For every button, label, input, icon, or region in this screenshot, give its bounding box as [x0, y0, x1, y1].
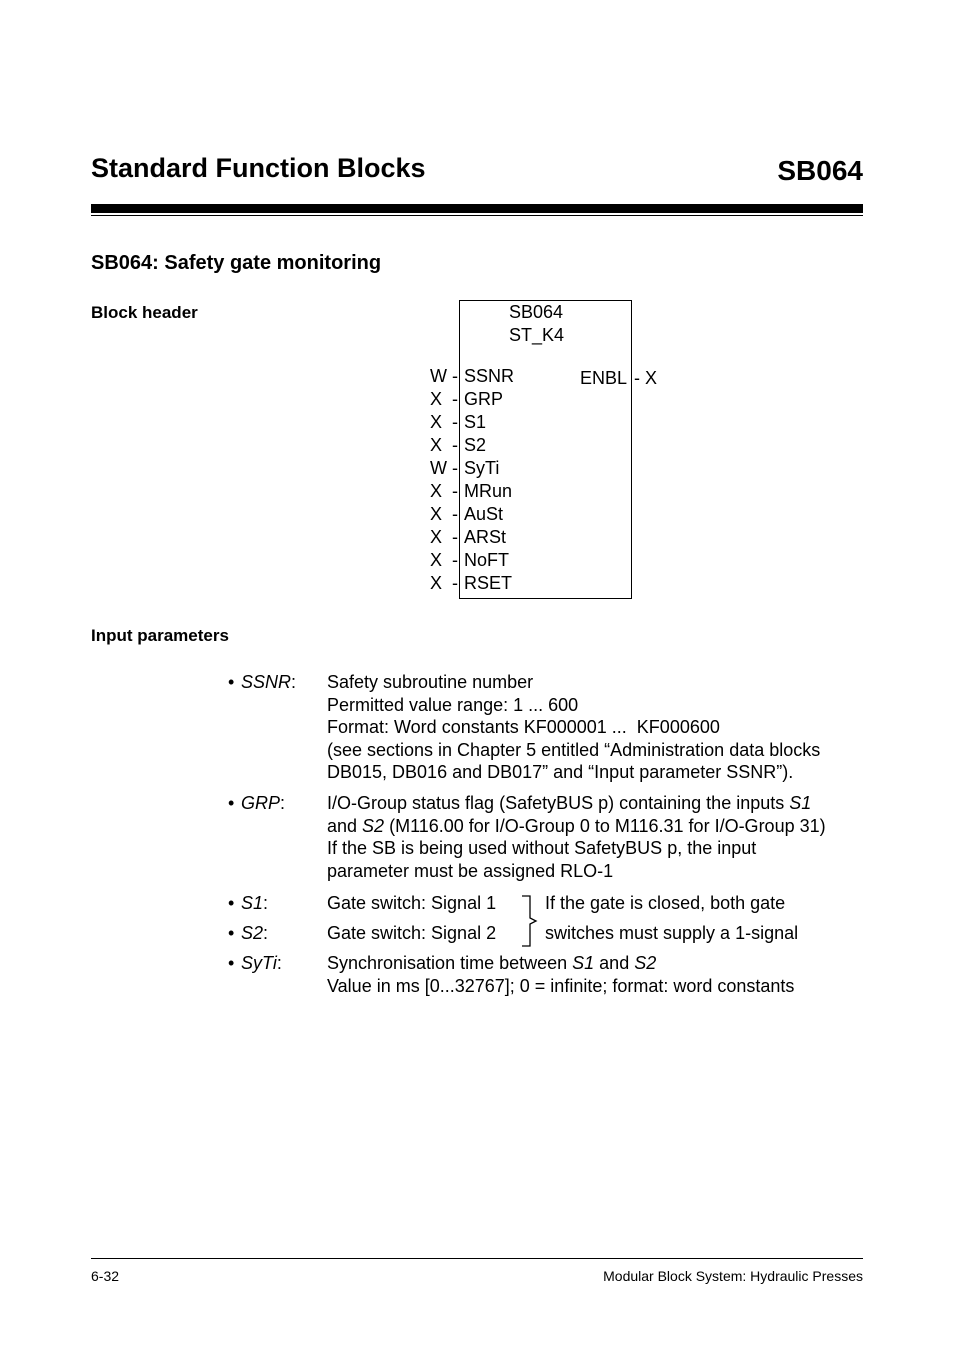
pin-name: S1 — [464, 412, 487, 432]
pin-type: X - — [430, 389, 459, 409]
pin-name: GRP — [464, 389, 504, 409]
param-ssnr-name: SSNR: — [241, 672, 297, 692]
page-title: Standard Function Blocks — [91, 153, 426, 183]
param-grp-desc: I/O-Group status flag (SafetyBUS p) containing the inputs S1 and S2 (M116.00 for I/O-Group 0 to M116.31 for I/O-Group 31) If the SB is being used without SafetyBUS p, the input parameter must be assigned RLO-1 — [327, 793, 826, 881]
pin-type: W - — [430, 458, 458, 478]
param-ssnr-desc: Safety subroutine number Permitted value range: 1 ... 600 Format: Word constants KF000001 ... KF000600 (see sections in Chapter 5 entitled “Administration data blocks DB015, DB016 and DB017” and “Input parameter SSNR”). — [327, 672, 821, 782]
param-syti-desc: Synchronisation time between S1 and S2 Value in ms [0...32767]; 0 = infinite; format: word constants — [327, 953, 795, 996]
pin-name: ARSt — [464, 527, 507, 547]
document-title: Modular Block System: Hydraulic Presses — [603, 1268, 863, 1284]
brace-icon — [518, 894, 542, 948]
bullet: • — [228, 953, 235, 973]
param-s2-note: switches must supply a 1-signal — [545, 923, 799, 943]
header-rule-thick — [91, 204, 863, 213]
pin-name: SyTi — [464, 458, 500, 478]
param-syti-name: SyTi: — [241, 953, 282, 973]
input-parameters-label: Input parameters — [91, 626, 229, 645]
pin-type: X - — [430, 481, 459, 501]
output-pin-type: - X — [634, 368, 658, 388]
param-s1-note: If the gate is closed, both gate — [545, 893, 786, 913]
block-header-label: Block header — [91, 303, 198, 322]
output-pin-name: ENBL — [580, 368, 628, 388]
header-rule-thin — [91, 215, 863, 216]
pin-type: X - — [430, 527, 459, 547]
pin-type: W - — [430, 366, 458, 386]
bullet: • — [228, 672, 235, 692]
pin-type: X - — [430, 573, 459, 593]
bullet: • — [228, 793, 235, 813]
pin-type: X - — [430, 412, 459, 432]
pin-type: X - — [430, 435, 459, 455]
block-symbol: ST_K4 — [509, 325, 565, 345]
pin-name: S2 — [464, 435, 487, 455]
section-title: SB064: Safety gate monitoring — [91, 252, 382, 274]
pin-name: AuSt — [464, 504, 504, 524]
param-grp-name: GRP: — [241, 793, 286, 813]
bullet: • — [228, 923, 235, 943]
param-s2-name: S2: — [241, 923, 269, 943]
block-code: SB064 — [777, 155, 863, 186]
pin-type: X - — [430, 550, 459, 570]
block-name: SB064 — [509, 302, 564, 322]
pin-type: X - — [430, 504, 459, 524]
param-s2-desc: Gate switch: Signal 2 — [327, 923, 497, 943]
pin-name: SSNR — [464, 366, 515, 386]
pin-name: MRun — [464, 481, 513, 501]
footer-rule — [91, 1258, 863, 1259]
param-s1-name: S1: — [241, 893, 269, 913]
pin-name: NoFT — [464, 550, 509, 570]
pin-name: RSET — [464, 573, 513, 593]
bullet: • — [228, 893, 235, 913]
param-s1-desc: Gate switch: Signal 1 — [327, 893, 497, 913]
page-number: 6-32 — [91, 1268, 120, 1284]
